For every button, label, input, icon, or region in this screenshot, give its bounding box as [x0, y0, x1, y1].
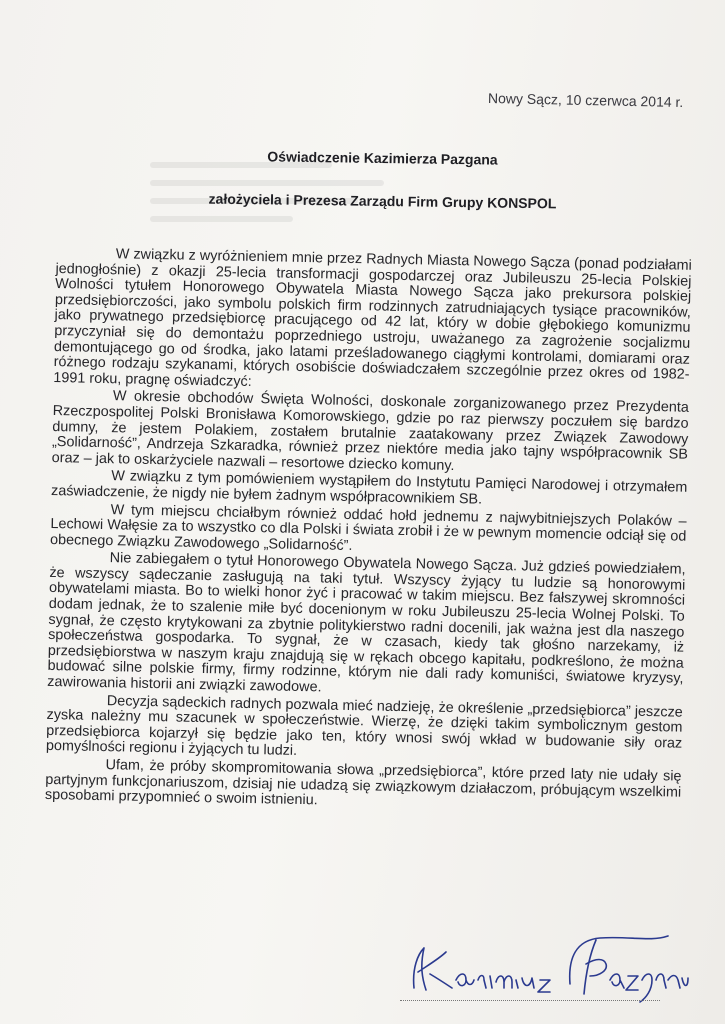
paragraph: W związku z tym pomówieniem wystąpiłem do Instytutu Pamięci Narodowej i otrzymałem zaświadczenie, że nigdy nie byłem żadnym współpracownikiem SB.	[50, 468, 688, 508]
place-and-date: Nowy Sącz, 10 czerwca 2014 r.	[487, 89, 684, 111]
paragraph: Nie zabiegałem o tytuł Honorowego Obywatela Nowego Sącza. Już gdzieś powiedziałem, że wszyscy sądeczanie zasługują na taki tytuł. Wszyscy żyjący tu ludzie są honorowymi obywatelami miasta. Bo to wielki honor żyć i pracować w takim miejscu. Bez fałszywej skromności dodam jednak, że to szalenie miłe być docenionym w roku Jubileuszu 25-lecia Wolnej Polski. To sygnał, że często krytykowani za zbytnie politykierstwo radni docenili, jak ważna jest dla naszego społeczeństwa gospodarka. To sygnał, że w czasach, kiedy tak głośno narzekamy, iż przedsiębiorstwa w naszym kraju znajdują się w rękach obcego kapitału, podkreślono, że można budować silne polskie firmy, firmy rodzinne, którym nie dali rady komuniści, światowe kryzysy, zawirowania historii ani związki zawodowe.	[47, 550, 686, 696]
paragraph: Ufam, że próby skompromitowania słowa „przedsiębiorca”, które przed laty nie udały się partyjnym funkcjonariuszom, dzisiaj nie udadzą się związkowym działaczom, próbującym wszelkimi sposobami przypomnieć o swoim istnieniu.	[44, 757, 682, 809]
paragraph: W okresie obchodów Święta Wolności, doskonale zorganizowanego przez Prezydenta Rzeczpospolitej Polski Bronisława Komorowskiego, gdzie po raz pierwszy poczułem się bardzo dumny, że jestem Polakiem, zostałem brutalnie zaatakowany przez Związek Zawodowy „Solidarność”, Andrzeja Szkaradka, również przez niektóre media jako tajny współpracownik SB oraz – jak to oskarżyciele nazwali – resortowe dziecko komuny.	[51, 388, 690, 474]
handwritten-signature	[400, 918, 690, 1008]
company-name: KONSPOL	[487, 194, 557, 212]
paragraph: Decyzja sądeckich radnych pozwala mieć nadzieję, że określenie „przedsiębiorca” jeszcze zyska należny mu szacunek w społeczeństwie. Wierzę, że dzięki takim symbolicznym gestom przedsiębiorca kojarzył się będzie jako ten, który wnosi swój wkład w budowanie siły oraz pomyślności regionu i żyjących tu ludzi.	[45, 692, 683, 760]
statement-body	[45, 246, 692, 816]
paragraph: W tym miejscu chciałbym również oddać hołd jednemu z najwybitniejszych Polaków – Lechowi Wałęsie za to wszystko co dla Polski i świata zrobił i że w pewnym momencie odciął się od obecnego Związku Zawodowego „Solidarność”.	[49, 501, 687, 554]
subtitle-text: założyciela i Prezesa Zarządu Firm Grupy	[208, 190, 484, 211]
document-title: Oświadczenie Kazimierza Pazgana	[267, 148, 498, 168]
paragraph: W związku z wyróżnieniem mnie przez Radnych Miasta Nowego Sącza (ponad podziałami jednogłośnie) z okazji 25-lecia transformacji gospodarczej oraz Jubileuszu 25-lecia Polskiej Wolności tytułem Honorowego Obywatela Miasta Nowego Sącza jako prekursora polskiej przedsiębiorczości, jako symbolu polskich firm rodzinnych zatrudniających tysiące pracowników, jako prywatnego przedsiębiorcę pracującego od 42 lat, który w dobie głębokiego komunizmu przyczyniał się do demontażu poprzedniego ustroju, uważanego za zagrożenie socjalizmu demontującego go od środka, jako latami prześladowanego ciągłymi kontrolami, domiarami oraz różnego rodzaju szykanami, których osobiście doświadczałem szczególnie przez okres od 1982-1991 roku, pragnę oświadczyć:	[53, 246, 692, 390]
signature-line	[400, 1000, 660, 1002]
